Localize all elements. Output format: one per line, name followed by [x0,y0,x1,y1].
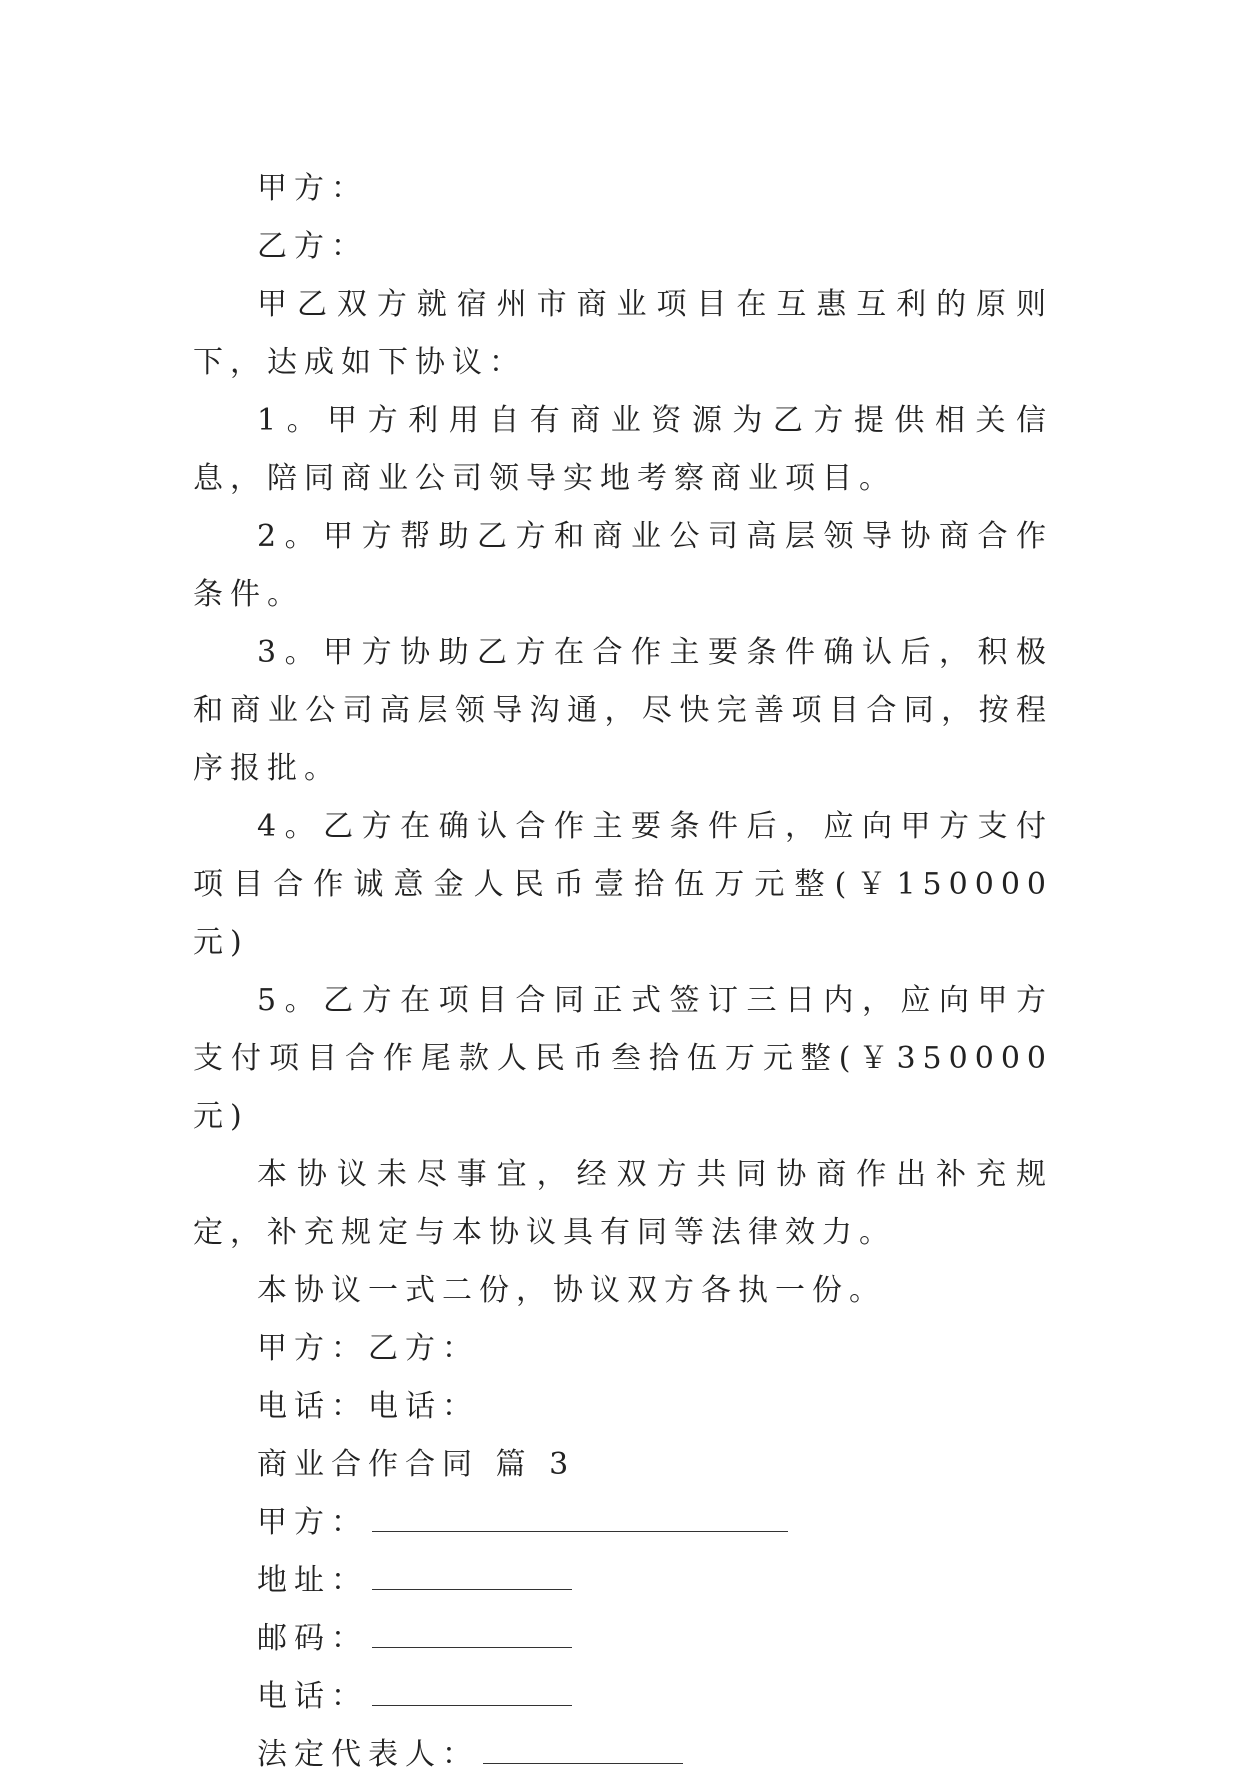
party-a-field-row [193,1494,1053,1552]
address-blank [372,1567,572,1590]
legal-rep-field-label: 法定代表人： [257,1737,479,1772]
postcode-field-label: 邮码： [257,1621,368,1656]
intro-paragraph: 甲乙双方就宿州市商业项目在互惠互利的原则下，达成如下协议： [193,287,1053,380]
phone-blank [372,1683,572,1706]
supplement-paragraph: 本协议未尽事宜，经双方共同协商作出补充规定，补充规定与本协议具有同等法律效力。 [193,1157,1053,1250]
party-b-line: 乙方： [257,229,368,264]
signature-phones-line: 电话：电话： [257,1389,479,1424]
party-a-blank [372,1509,788,1532]
legal-rep-blank [483,1741,683,1764]
copies-line: 本协议一式二份，协议双方各执一份。 [257,1273,886,1308]
clause-2-paragraph: 2。甲方帮助乙方和商业公司高层领导协商合作条件。 [193,519,1053,612]
party-a-field-label: 甲方： [257,1505,368,1540]
address-field-label: 地址： [257,1563,368,1598]
clause-3-paragraph: 3。甲方协助乙方在合作主要条件确认后，积极和商业公司高层领导沟通，尽快完善项目合同，按程序报批。 [193,635,1053,786]
phone-field-label: 电话： [257,1679,368,1714]
section-title: 商业合作合同 篇 3 [257,1447,576,1482]
clause-5-paragraph: 5。乙方在项目合同正式签订三日内，应向甲方支付项目合作尾款人民币叁拾伍万元整(￥350000 元) [193,983,1053,1134]
legal-rep-field-row [193,1726,1053,1784]
postcode-field-row [193,1610,1053,1668]
document-body [193,160,1053,1784]
phone-field-row [193,1668,1053,1726]
postcode-blank [372,1625,572,1648]
party-a-line: 甲方： [257,171,368,206]
clause-1-paragraph: 1。甲方利用自有商业资源为乙方提供相关信息，陪同商业公司领导实地考察商业项目。 [193,403,1053,496]
clause-4-paragraph: 4。乙方在确认合作主要条件后，应向甲方支付项目合作诚意金人民币壹拾伍万元整(￥150000 元) [193,809,1053,960]
signature-parties-line: 甲方：乙方： [257,1331,479,1366]
address-field-row [193,1552,1053,1610]
